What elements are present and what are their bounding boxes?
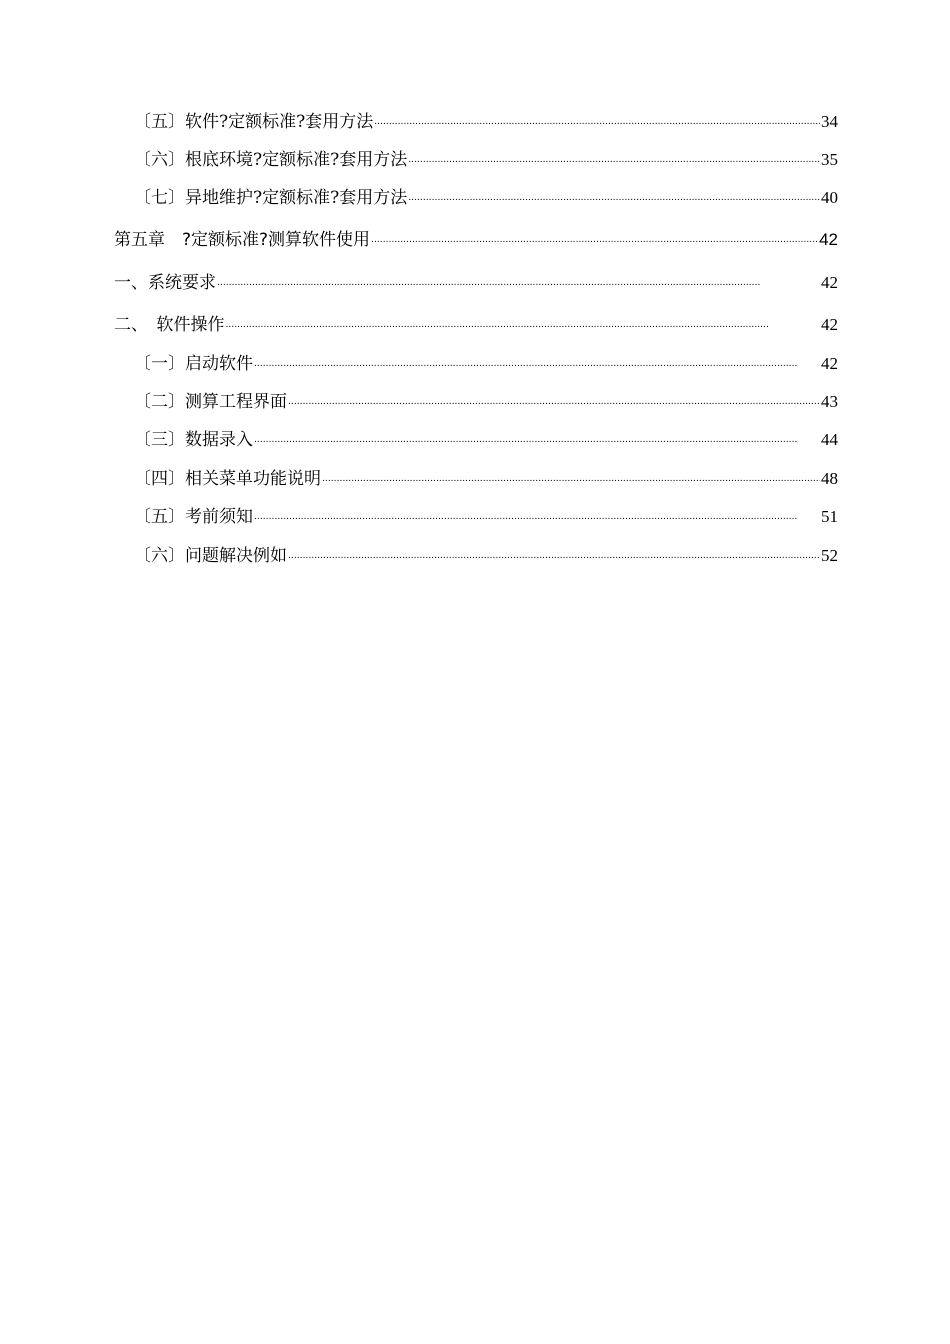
toc-dot-leader (254, 505, 820, 522)
toc-page-number: 35 (821, 150, 838, 169)
toc-dot-leader (217, 271, 820, 288)
toc-entry[interactable] (114, 270, 838, 296)
toc-page-number: 40 (821, 188, 838, 207)
toc-entry[interactable] (134, 147, 838, 173)
toc-dot-leader (408, 148, 820, 165)
toc-entry-title: 第五章 ?定额标准?测算软件使用 (114, 230, 371, 250)
toc-page-number: 43 (821, 392, 838, 411)
toc-entry[interactable] (134, 466, 838, 492)
toc-entry[interactable] (134, 389, 838, 415)
toc-dot-leader (254, 352, 820, 369)
toc-entry-title: 〔五〕软件?定额标准?套用方法 (134, 112, 374, 132)
toc-entry-title: 〔五〕考前须知 (134, 507, 253, 527)
toc-page-number: 42 (819, 230, 838, 249)
toc-entry[interactable] (114, 312, 838, 338)
toc-dot-leader (288, 390, 820, 407)
toc-page-number: 52 (821, 546, 838, 565)
toc-dot-leader (226, 313, 821, 330)
toc-chapter-entry[interactable] (114, 227, 838, 253)
toc-entry-title: 〔一〕启动软件 (134, 354, 253, 374)
toc-entry[interactable] (134, 185, 838, 211)
toc-page-number: 34 (821, 112, 838, 131)
toc-page-number: 48 (821, 469, 838, 488)
toc-dot-leader (322, 467, 820, 484)
toc-dot-leader (254, 428, 820, 445)
toc-entry-title: 〔二〕测算工程界面 (134, 392, 287, 412)
toc-entry[interactable] (134, 351, 838, 377)
toc-page-number: 42 (821, 354, 838, 373)
toc-page-number: 42 (821, 273, 838, 292)
toc-entry[interactable] (134, 504, 838, 530)
toc-dot-leader (408, 186, 820, 203)
toc-entry-title: 一、系统要求 (114, 273, 216, 293)
toc-entry[interactable] (134, 427, 838, 453)
toc-page-number: 42 (821, 315, 838, 334)
toc-page-number: 51 (821, 507, 838, 526)
toc-entry[interactable] (134, 109, 838, 135)
toc-entry-title: 〔六〕问题解决例如 (134, 546, 287, 566)
toc-entry-title: 〔四〕相关菜单功能说明 (134, 469, 321, 489)
toc-dot-leader (374, 110, 820, 127)
toc-entry-title: 〔六〕根底环境?定额标准?套用方法 (134, 150, 408, 170)
toc-entry-title: 〔七〕异地维护?定额标准?套用方法 (134, 188, 408, 208)
toc-dot-leader (371, 228, 818, 245)
toc-entry-title: 〔三〕数据录入 (134, 430, 253, 450)
toc-entry-title: 二、 软件操作 (114, 315, 225, 335)
toc-entry[interactable] (134, 543, 838, 569)
toc-page-number: 44 (821, 430, 838, 449)
toc-dot-leader (288, 544, 820, 561)
